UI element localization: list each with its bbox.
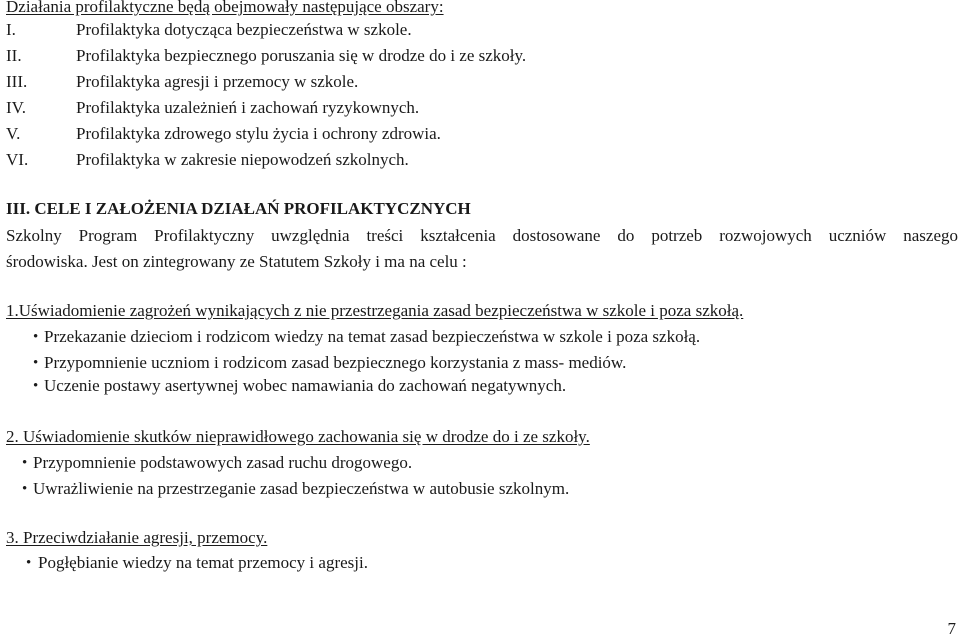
goal-title: 3. Przeciwdziałanie agresji, przemocy. (6, 528, 268, 547)
bullet-icon: • (33, 378, 39, 394)
list-number: II. (6, 46, 22, 65)
bullet-icon: • (22, 455, 28, 471)
section-heading: III. CELE I ZAŁOŻENIA DZIAŁAŃ PROFILAKTYCZNYCH (6, 199, 471, 218)
list-text: Profilaktyka w zakresie niepowodzeń szkolnych. (76, 150, 409, 169)
list-text: Pogłębianie wiedzy na temat przemocy i agresji. (38, 553, 368, 572)
list-text: Uwrażliwienie na przestrzeganie zasad bezpieczeństwa w autobusie szkolnym. (33, 479, 570, 498)
list-number: IV. (6, 98, 26, 117)
list-number: III. (6, 72, 28, 91)
list-text: Przypomnienie uczniom i rodzicom zasad bezpiecznego korzystania z mass- mediów. (44, 353, 627, 372)
list-text: Profilaktyka dotycząca bezpieczeństwa w szkole. (76, 20, 412, 39)
page-number: 7 (947, 619, 956, 638)
list-text: Przypomnienie podstawowych zasad ruchu drogowego. (33, 453, 413, 472)
bullet-icon: • (26, 555, 32, 571)
list-number: I. (6, 20, 16, 39)
intro-line: Działania profilaktyczne będą obejmowały następujące obszary: (6, 0, 444, 16)
list-text: Przekazanie dzieciom i rodzicom wiedzy na temat zasad bezpieczeństwa w szkole i poza szkołą. (44, 327, 701, 346)
list-text: Profilaktyka uzależnień i zachowań ryzykownych. (76, 98, 420, 117)
bullet-icon: • (22, 481, 28, 497)
bullet-icon: • (33, 355, 39, 371)
goal-title: 2. Uświadomienie skutków nieprawidłowego zachowania się w drodze do i ze szkoły. (6, 427, 590, 446)
bullet-icon: • (33, 329, 39, 345)
list-text: Profilaktyka agresji i przemocy w szkole. (76, 72, 359, 91)
list-number: V. (6, 124, 21, 143)
paragraph-line: Szkolny Program Profilaktyczny uwzględnia treści kształcenia dostosowane do potrzeb rozwojowych uczniów naszego (6, 226, 958, 245)
list-text: Profilaktyka bezpiecznego poruszania się w drodze do i ze szkoły. (76, 46, 527, 65)
list-text: Uczenie postawy asertywnej wobec namawiania do zachowań negatywnych. (44, 376, 567, 395)
goal-title: 1.Uświadomienie zagrożeń wynikających z nie przestrzegania zasad bezpieczeństwa w szkole i poza szkołą. (6, 301, 744, 320)
list-number: VI. (6, 150, 29, 169)
paragraph-line: środowiska. Jest on zintegrowany ze Statutem Szkoły i ma na celu : (6, 252, 467, 271)
list-text: Profilaktyka zdrowego stylu życia i ochrony zdrowia. (76, 124, 441, 143)
